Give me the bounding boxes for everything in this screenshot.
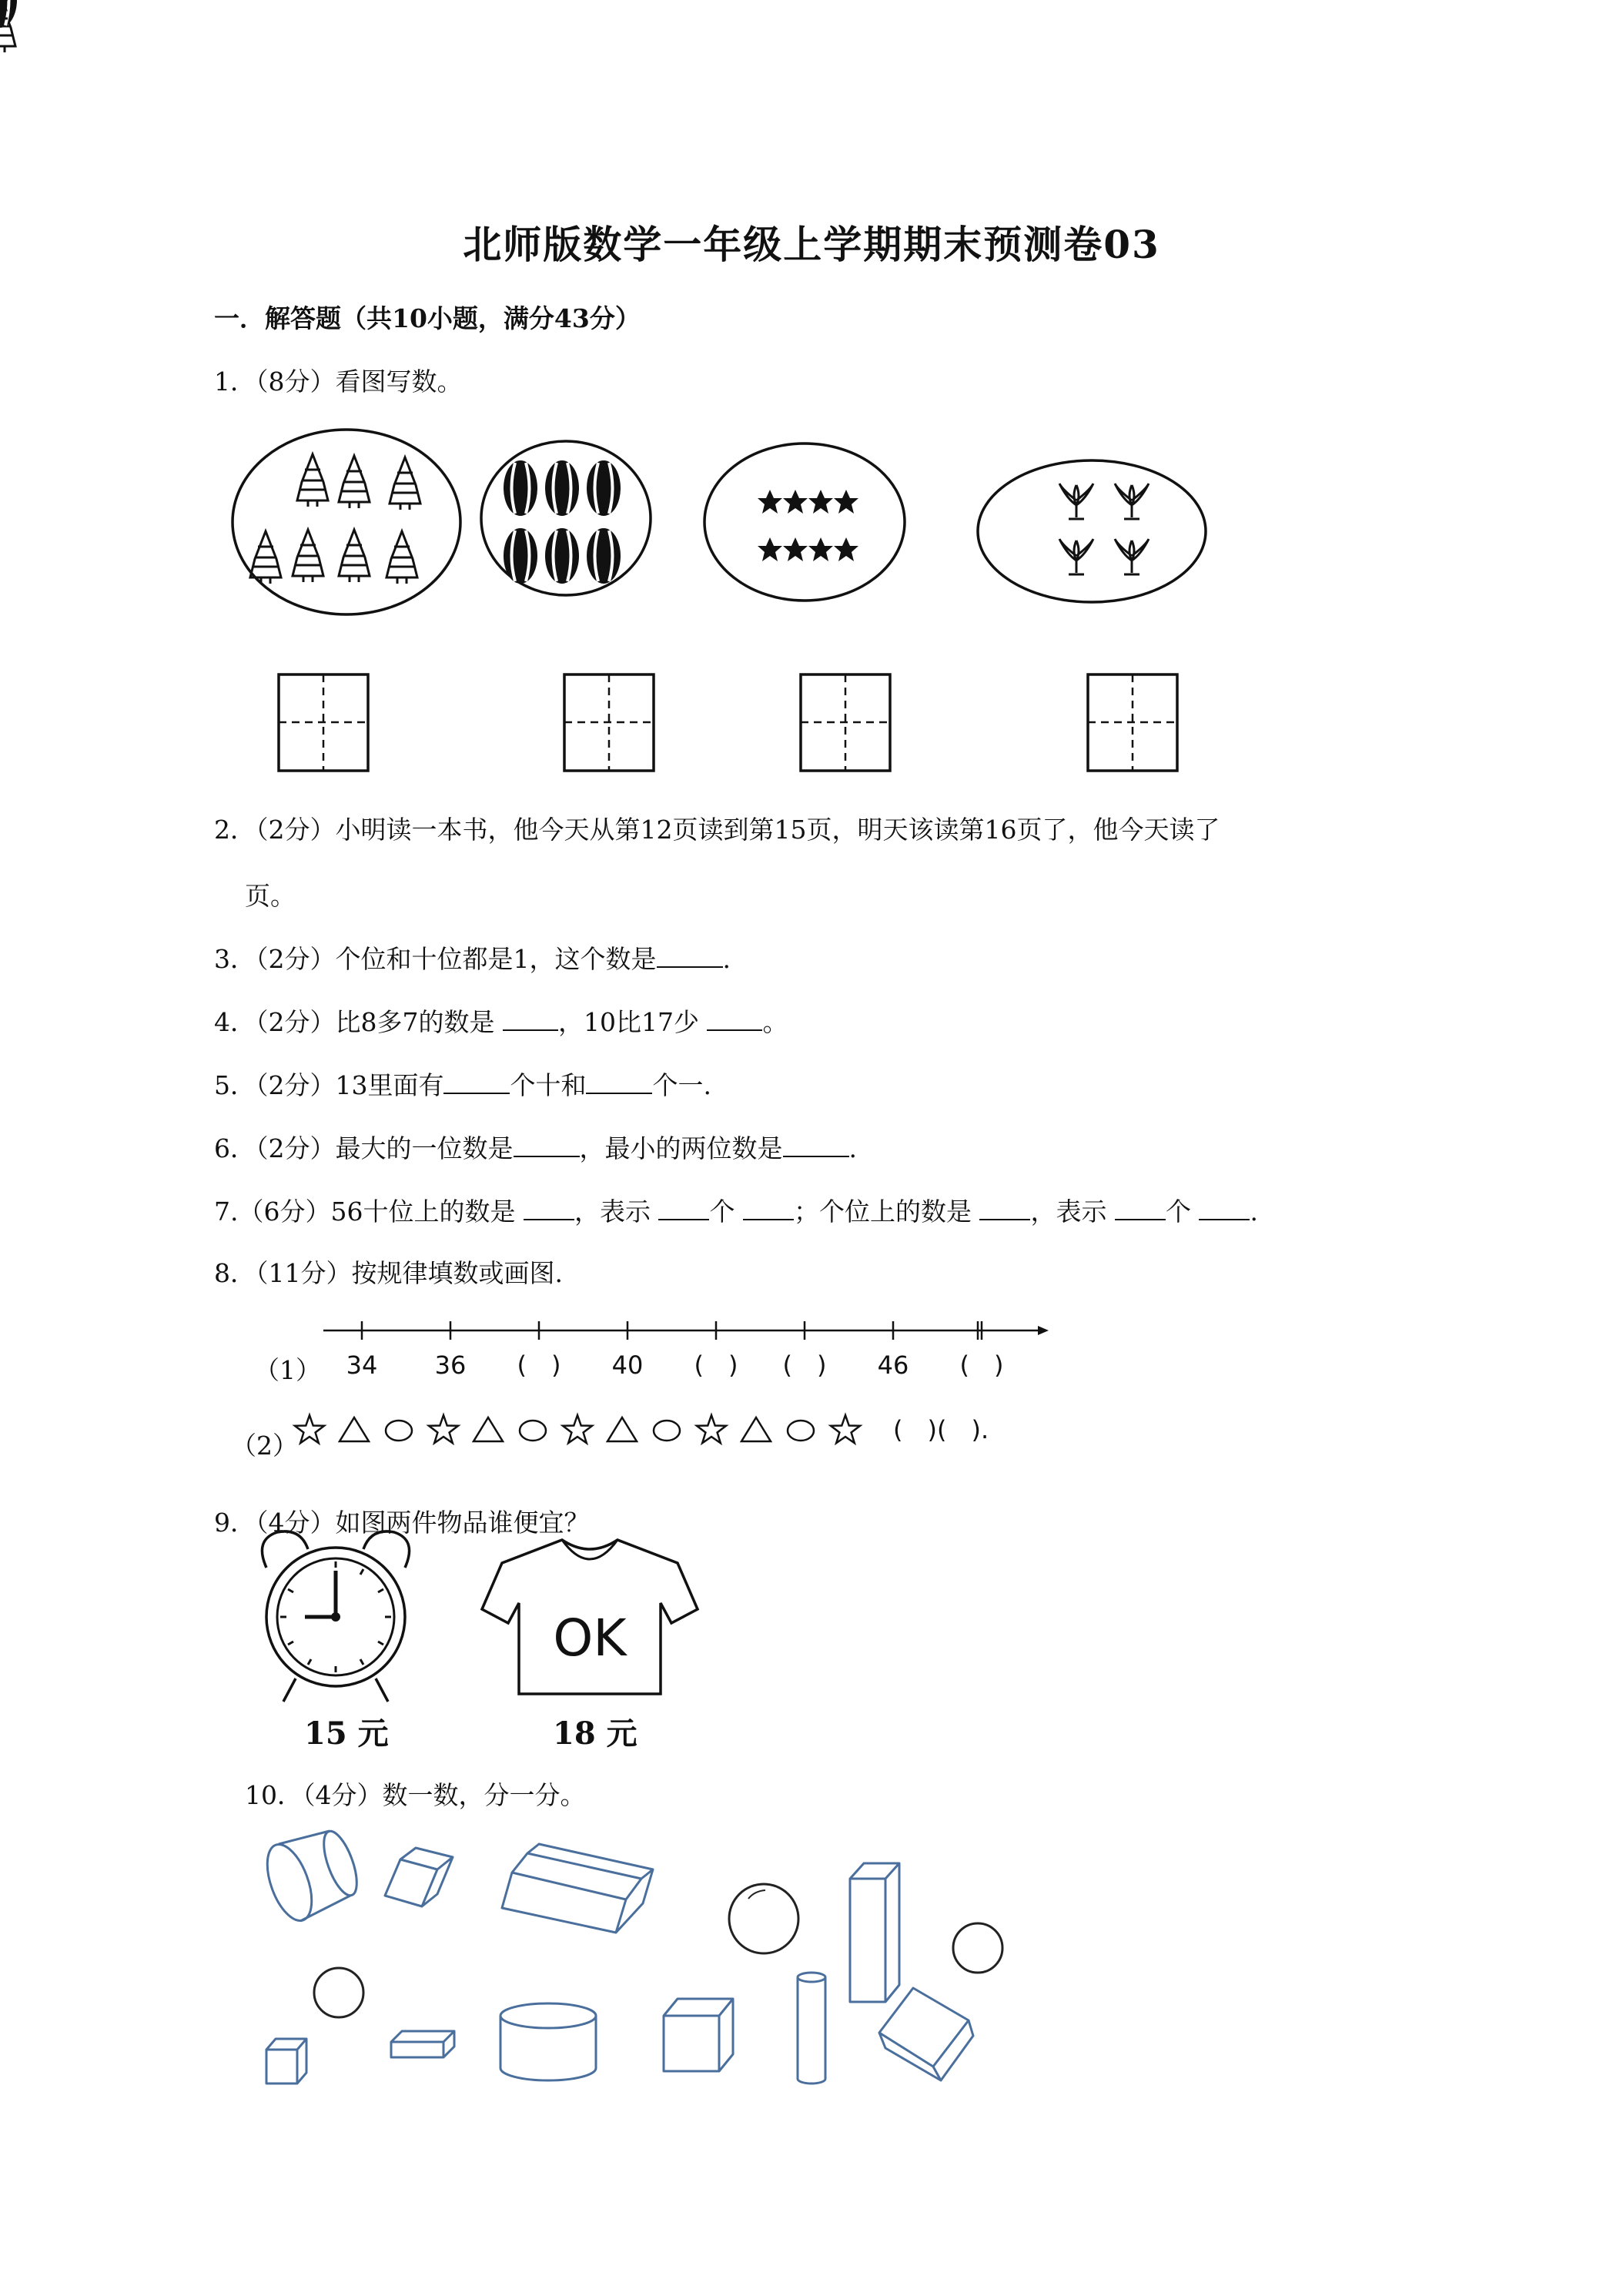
cylinder-thin-icon	[798, 1973, 825, 2083]
sphere-large-icon	[729, 1884, 798, 1953]
question-3: 3．（2分）个位和十位都是1，这个数是 .	[214, 944, 731, 974]
cube-tilted-icon	[879, 1988, 973, 2080]
pattern-tail: ( )( ).	[893, 1415, 989, 1444]
clock-price: 15 元	[304, 1715, 389, 1752]
section-heading: 一．解答题（共10小题，满分43分）	[214, 303, 641, 333]
question-7: 7.（6分）56十位上的数是 ，表示 个 ；个位上的数是 ，表示 个 .	[214, 1197, 1258, 1227]
sphere-small-icon	[953, 1923, 1002, 1973]
question-10: 10．（4分）数一数，分一分。	[245, 1780, 586, 1810]
cube-small-icon	[385, 1848, 453, 1906]
question-2-line1: 2．（2分）小明读一本书，他今天从第12页读到第15页，明天该读第16页了，他今天读了	[214, 815, 1220, 845]
cube-tiny-icon	[266, 2039, 306, 2083]
number-line-label: 34	[346, 1350, 378, 1380]
number-line-label[interactable]: ( )	[782, 1350, 827, 1380]
sub-question-1-label: （1）	[254, 1355, 321, 1385]
question-4: 4．（2分）比8多7的数是 ，10比17少 。	[214, 1007, 788, 1037]
number-line-label: 40	[611, 1350, 644, 1380]
cuboid-tall-icon	[850, 1863, 899, 2002]
question-5: 5．（2分）13里面有 个十和 个一.	[214, 1070, 711, 1100]
number-line-label[interactable]: ( )	[959, 1350, 1004, 1380]
question-1: 1．（8分）看图写数。	[214, 366, 463, 397]
cylinder-upright-icon	[500, 2003, 596, 2080]
question-2-line2: 页。	[245, 881, 296, 911]
question-6: 6．（2分）最大的一位数是 ，最小的两位数是 .	[214, 1133, 857, 1163]
number-line-label: 36	[434, 1350, 467, 1380]
tshirt-price: 18 元	[553, 1715, 637, 1752]
page-title: 北师版数学一年级上学期期末预测卷03	[463, 222, 1160, 267]
flat-cuboid-icon	[391, 2031, 454, 2057]
question-8: 8．（11分）按规律填数或画图.	[214, 1258, 563, 1288]
cylinder-lying-icon	[259, 1827, 363, 1926]
sub-question-2-label: （2）	[231, 1431, 298, 1461]
shirt-text: OK	[553, 1608, 627, 1668]
number-line-label: 46	[877, 1350, 909, 1380]
question-9: 9．（4分）如图两件物品谁便宜？	[214, 1508, 590, 1538]
sphere-medium-icon	[314, 1968, 363, 2017]
number-line-label[interactable]: ( )	[517, 1350, 561, 1380]
number-line-label[interactable]: ( )	[694, 1350, 738, 1380]
cuboid-long-icon	[502, 1844, 653, 1933]
cube-medium-icon	[664, 1999, 733, 2071]
